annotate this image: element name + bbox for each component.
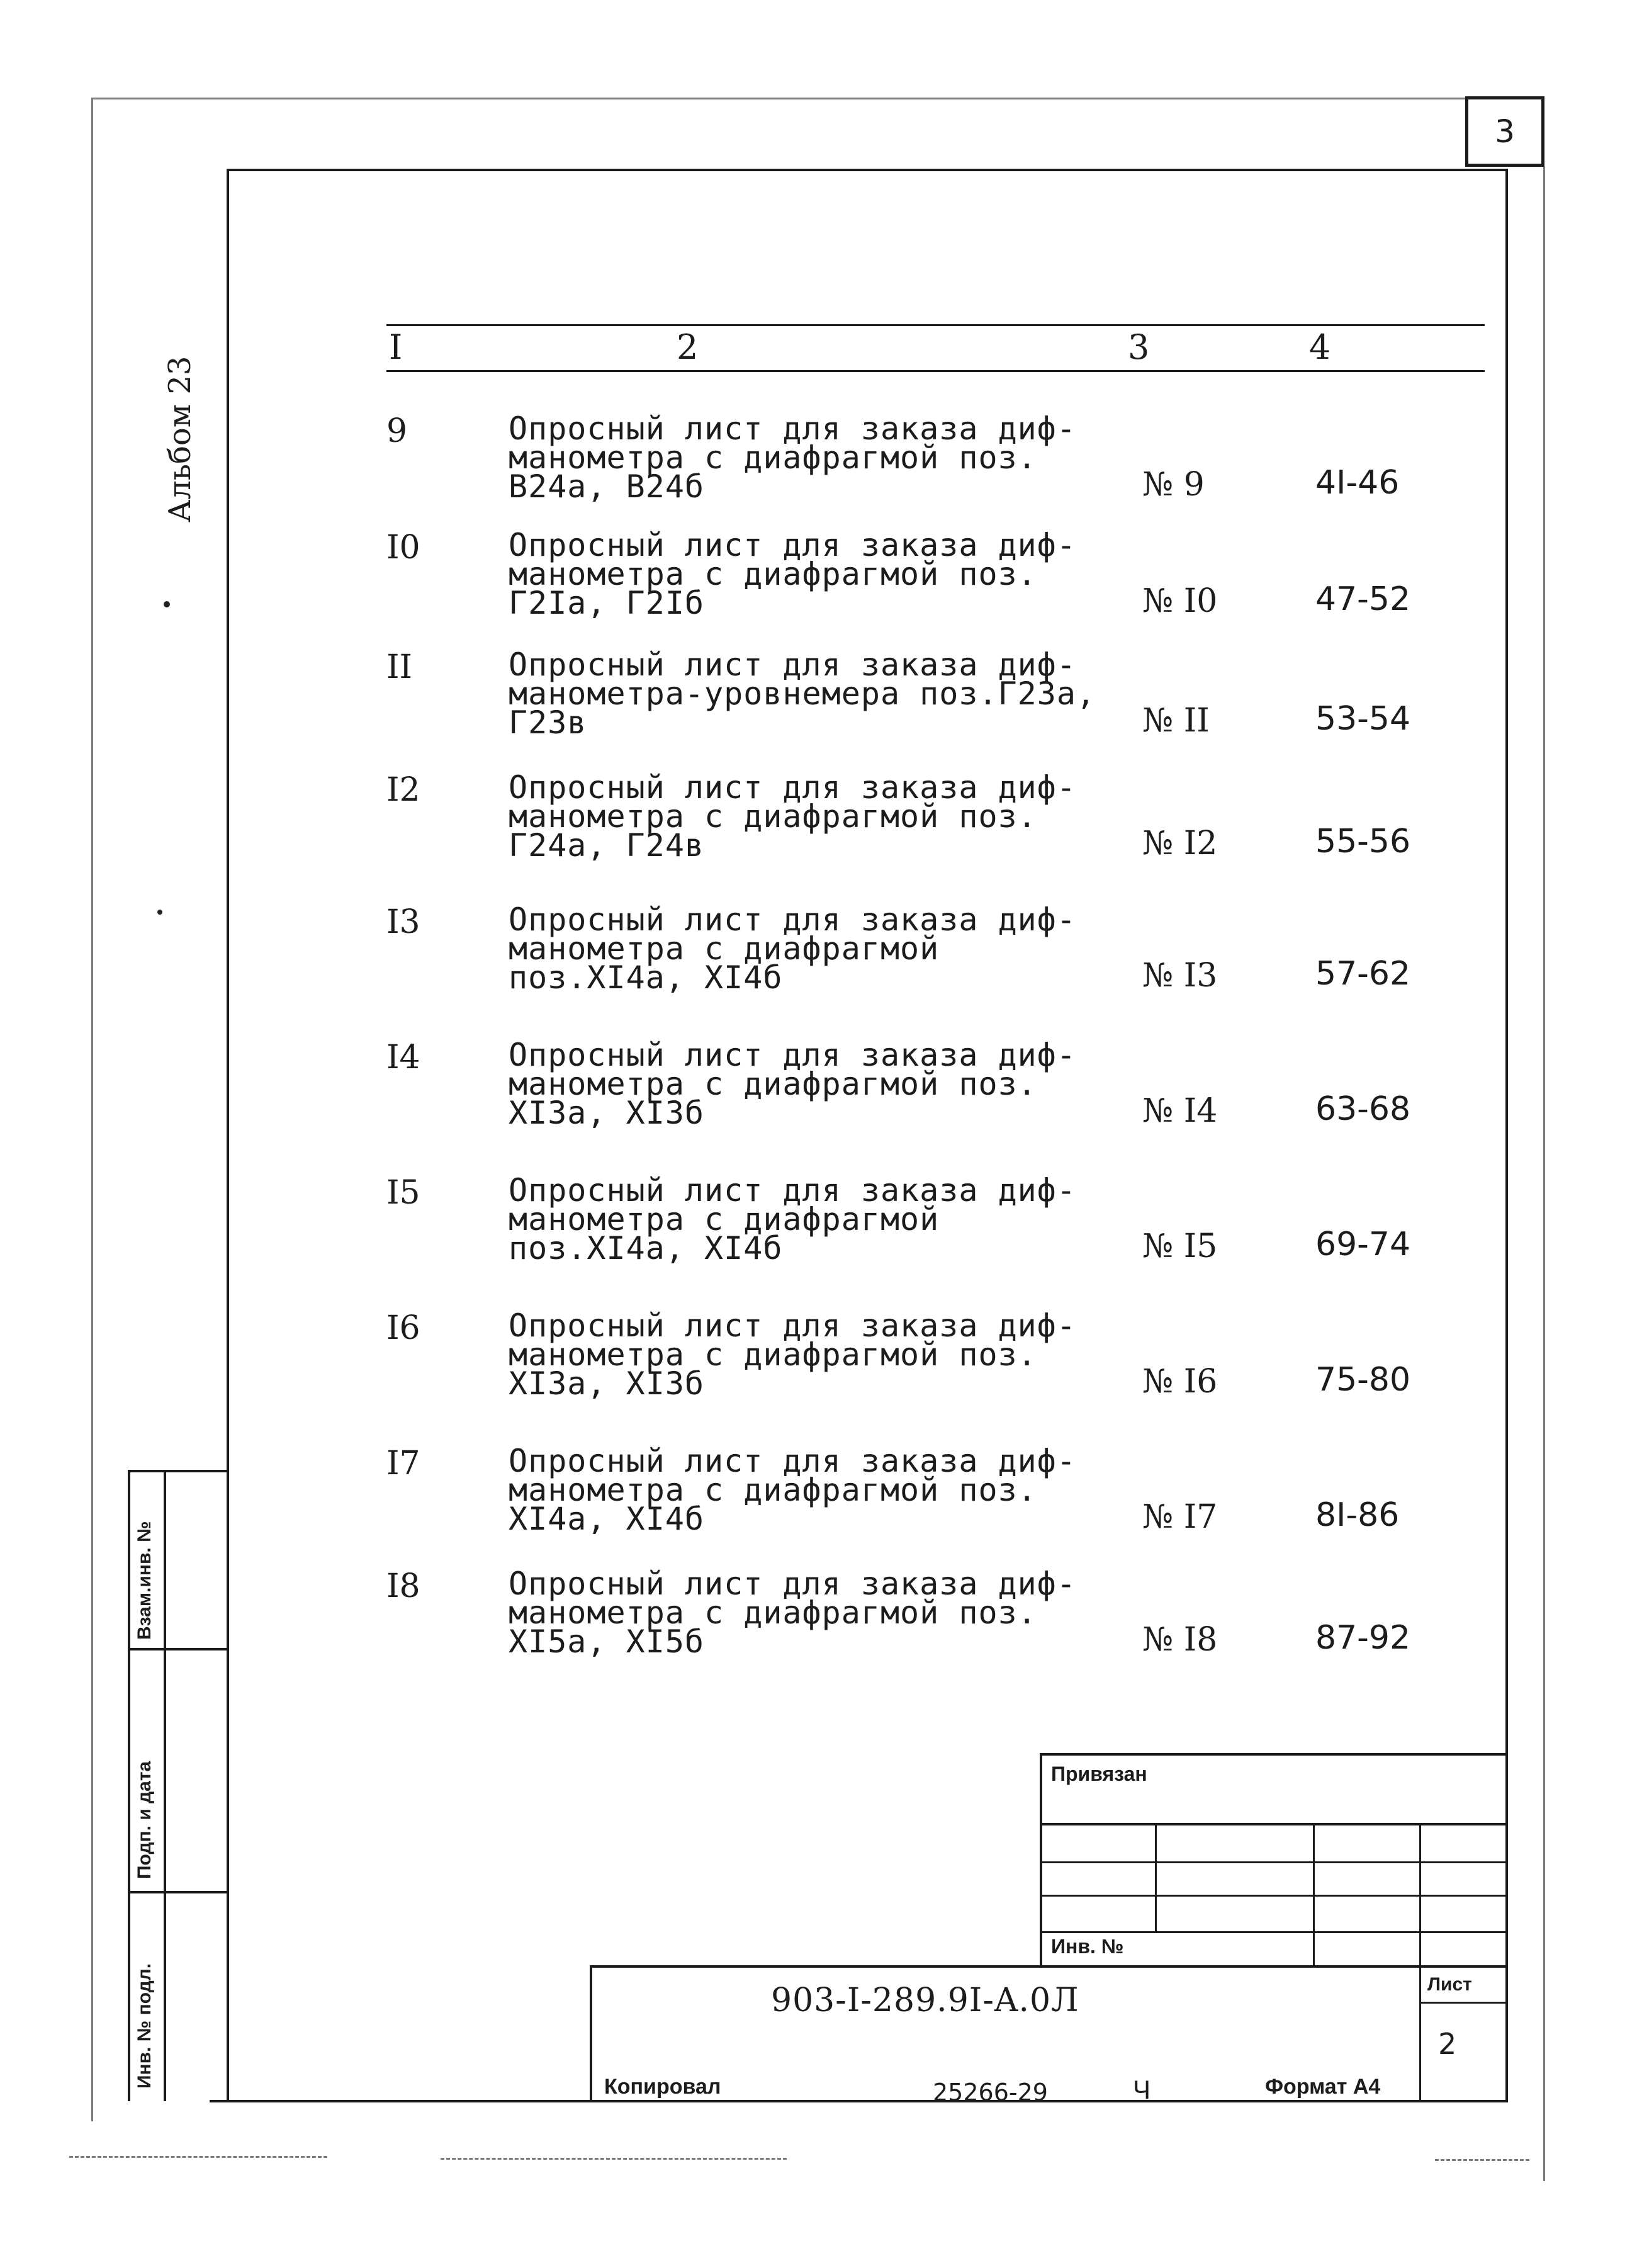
row-pages: 4I-46 xyxy=(1315,464,1400,502)
row-title-line: Г2Iа, Г2Iб xyxy=(509,585,705,621)
row-title-line: манометра с диафрагмой поз. xyxy=(509,556,1037,592)
row-number: II xyxy=(386,648,413,686)
frame-left xyxy=(227,169,229,2101)
tb-code-top xyxy=(590,1965,1508,1968)
row-title-line: B24a, B24б xyxy=(509,468,705,505)
frame-top xyxy=(227,169,1508,171)
row-title-line: Опросный лист для заказа диф- xyxy=(509,1037,1076,1073)
tb-col3 xyxy=(1419,1823,1421,2100)
header-col-2: 2 xyxy=(677,327,699,367)
album-label: Альбом 23 xyxy=(162,356,198,522)
row-pages: 57-62 xyxy=(1315,955,1411,993)
row-pages: 87-92 xyxy=(1315,1619,1411,1657)
tb-row3 xyxy=(1040,1895,1508,1897)
stamp-podp-data: Подп. и дата xyxy=(134,1761,155,1879)
row-number: I5 xyxy=(386,1174,420,1212)
table-header-bottom-line xyxy=(386,370,1485,372)
margin-dot xyxy=(164,601,170,607)
row-pages: 47-52 xyxy=(1315,580,1411,618)
row-pages: 75-80 xyxy=(1315,1361,1411,1399)
row-document-number: № I0 xyxy=(1142,582,1218,620)
table-header-top-line xyxy=(386,324,1485,326)
row-title-line: Г24а, Г24в xyxy=(509,827,705,864)
tb-top xyxy=(1040,1753,1508,1756)
row-document-number: № I8 xyxy=(1142,1621,1218,1659)
tb-col1 xyxy=(1155,1823,1157,1931)
header-col-4: 4 xyxy=(1309,327,1331,367)
row-title-line: манометра с диафрагмой поз. xyxy=(509,439,1037,476)
header-col-3: 3 xyxy=(1128,327,1150,367)
bottom-cut-line xyxy=(441,2158,787,2160)
row-pages: 8I-86 xyxy=(1315,1496,1400,1534)
row-document-number: № 9 xyxy=(1142,466,1205,504)
document-code: 903-I-289.9I-A.0Л xyxy=(771,1982,1079,2019)
row-title-line: манометра с диафрагмой поз. xyxy=(509,1472,1037,1508)
tb-left xyxy=(1040,1753,1042,1967)
footer-mark: Ч xyxy=(1133,2075,1150,2104)
row-title-line: Опросный лист для заказа диф- xyxy=(509,1443,1076,1479)
row-title-line: манометра-уровнемера поз.Г23а, xyxy=(509,675,1096,712)
tb-code-left xyxy=(590,1965,592,2100)
margin-dot xyxy=(157,910,162,915)
row-title-line: Опросный лист для заказа диф- xyxy=(509,901,1076,938)
row-number: 9 xyxy=(386,412,408,450)
row-pages: 55-56 xyxy=(1315,823,1411,860)
stamp-vzam-inv: Взам.инв. № xyxy=(134,1521,155,1640)
tb-inv-no: Инв. № xyxy=(1051,1935,1124,1958)
footer-number: 25266-29 xyxy=(933,2079,1048,2106)
outer-right-line xyxy=(1543,167,1545,2181)
footer-kopiroval: Копировал xyxy=(604,2075,721,2099)
row-title-line: XI4а, XI4б xyxy=(509,1501,705,1537)
row-number: I3 xyxy=(386,903,420,941)
row-number: I8 xyxy=(386,1567,420,1605)
row-title-line: XI3а, XI3б xyxy=(509,1095,705,1131)
row-number: I0 xyxy=(386,529,420,567)
tb-col2 xyxy=(1313,1823,1315,1966)
row-number: I2 xyxy=(386,771,420,809)
row-document-number: № II xyxy=(1142,702,1210,740)
row-title-line: Опросный лист для заказа диф- xyxy=(509,1566,1076,1602)
frame-right xyxy=(1505,169,1508,2101)
tb-row2 xyxy=(1040,1861,1508,1863)
row-number: I7 xyxy=(386,1445,420,1482)
row-title-line: манометра с диафрагмой поз. xyxy=(509,798,1037,835)
stamp-strip-left xyxy=(128,1470,130,2101)
bottom-cut-line xyxy=(1435,2159,1529,2161)
bottom-cut-line xyxy=(69,2156,327,2158)
row-document-number: № I7 xyxy=(1142,1498,1218,1536)
row-title-line: XI3а, XI3б xyxy=(509,1365,705,1402)
row-title-line: манометра с диафрагмой xyxy=(509,1201,940,1238)
tb-list-value: 2 xyxy=(1438,2027,1457,2061)
tb-row1 xyxy=(1040,1823,1508,1825)
row-document-number: № I4 xyxy=(1142,1092,1218,1130)
row-title-line: Опросный лист для заказа диф- xyxy=(509,769,1076,806)
row-title-line: Опросный лист для заказа диф- xyxy=(509,1307,1076,1344)
header-col-1: I xyxy=(389,327,403,367)
row-title-line: поз.XI4а, XI4б xyxy=(509,959,783,996)
stamp-strip-div1 xyxy=(128,1648,228,1650)
row-document-number: № I6 xyxy=(1142,1363,1218,1401)
row-title-line: Опросный лист для заказа диф- xyxy=(509,1172,1076,1209)
row-document-number: № I5 xyxy=(1142,1227,1218,1265)
frame-bottom xyxy=(210,2100,1508,2102)
row-pages: 69-74 xyxy=(1315,1226,1411,1263)
row-title-line: Опросный лист для заказа диф- xyxy=(509,646,1076,683)
tb-list-label: Лист xyxy=(1427,1974,1472,1995)
stamp-strip-mid xyxy=(164,1470,166,2101)
stamp-strip-div2 xyxy=(128,1891,228,1893)
row-pages: 53-54 xyxy=(1315,700,1411,738)
row-number: I4 xyxy=(386,1039,420,1076)
row-title-line: Опросный лист для заказа диф- xyxy=(509,527,1076,563)
row-title-line: манометра с диафрагмой поз. xyxy=(509,1066,1037,1102)
footer-format: Формат А4 xyxy=(1265,2075,1381,2099)
row-number: I6 xyxy=(386,1309,420,1347)
row-title-line: поз.XI4а, XI4б xyxy=(509,1230,783,1267)
row-document-number: № I2 xyxy=(1142,825,1218,862)
row-title-line: манометра с диафрагмой xyxy=(509,930,940,967)
row-document-number: № I3 xyxy=(1142,957,1218,995)
row-pages: 63-68 xyxy=(1315,1090,1411,1128)
sheet-number: 3 xyxy=(1465,96,1544,167)
row-title-line: XI5а, XI5б xyxy=(509,1623,705,1660)
tb-privyazan: Привязан xyxy=(1051,1763,1147,1785)
row-title-line: манометра с диафрагмой поз. xyxy=(509,1336,1037,1373)
row-title-line: Опросный лист для заказа диф- xyxy=(509,410,1076,447)
tb-list-div xyxy=(1419,2002,1508,2004)
row-title-line: манометра с диафрагмой поз. xyxy=(509,1594,1037,1631)
stamp-inv-podl: Инв. № подл. xyxy=(134,1963,155,2089)
stamp-strip-top xyxy=(128,1470,228,1472)
tb-row4 xyxy=(1040,1931,1508,1933)
row-title-line: Г23в xyxy=(509,704,587,741)
outer-top-line xyxy=(91,98,1470,99)
outer-left-line xyxy=(91,98,93,2121)
